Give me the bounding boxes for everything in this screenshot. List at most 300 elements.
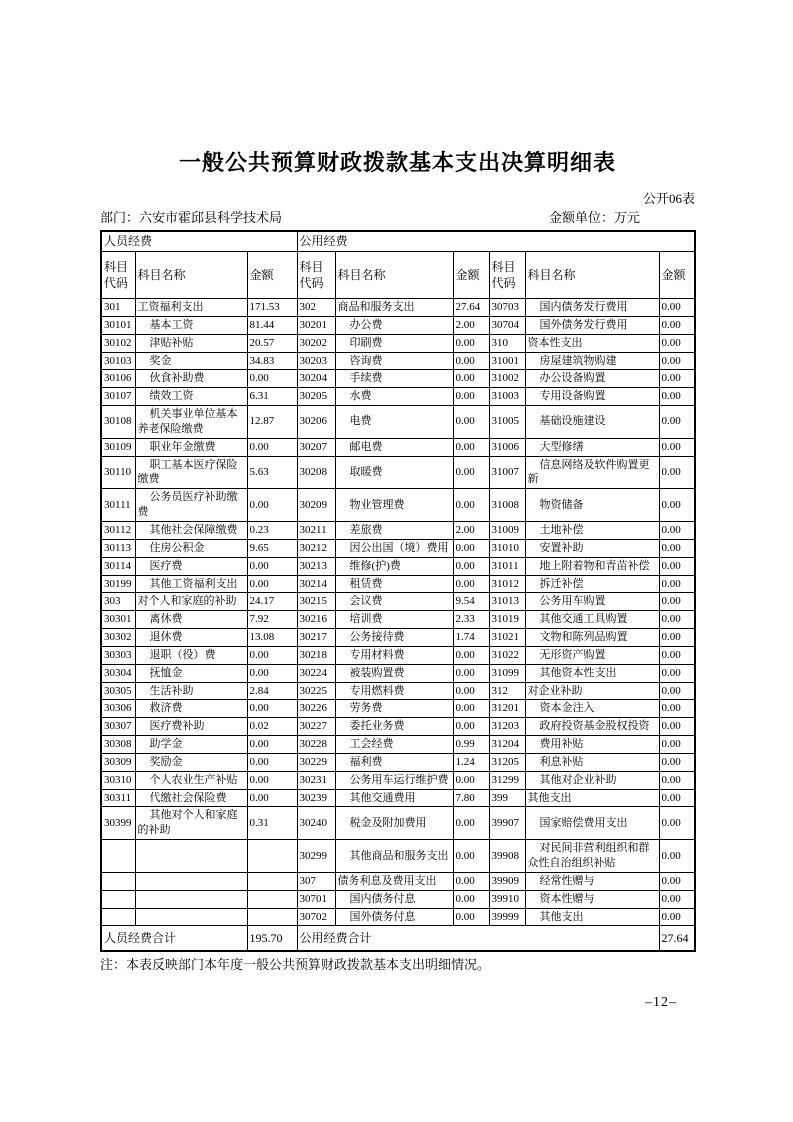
amount-cell: 12.87: [247, 406, 297, 439]
subject-name-cell: 国外债务付息: [335, 908, 453, 926]
table-row: [101, 521, 695, 539]
subject-name-cell: 离休费: [135, 611, 247, 629]
subject-name-cell: [135, 908, 247, 926]
subject-code-cell: 30206: [297, 406, 335, 439]
subject-code-cell: 30112: [101, 521, 135, 539]
amount-cell: [247, 908, 297, 926]
subject-code-cell: 30303: [101, 646, 135, 664]
amount-cell: 0.00: [659, 438, 695, 456]
amount-cell: 9.65: [247, 539, 297, 557]
amount-cell: 0.00: [453, 718, 489, 736]
subject-name-cell: 对企业补助: [525, 682, 659, 700]
amount-cell: 0.00: [659, 352, 695, 370]
subject-code-cell: 39907: [489, 807, 525, 840]
subject-name-cell: 个人农业生产补贴: [135, 771, 247, 789]
table-body: [101, 299, 695, 926]
subject-code-cell: 31204: [489, 736, 525, 754]
form-number-label: 公开06表: [642, 191, 695, 206]
subject-name-cell: 福利费: [335, 753, 453, 771]
amount-cell: 0.00: [659, 489, 695, 522]
subject-name-cell: 其他交通费用: [335, 789, 453, 807]
subject-code-cell: 399: [489, 789, 525, 807]
subject-code-cell: 30209: [297, 489, 335, 522]
subject-name-cell: 邮电费: [335, 438, 453, 456]
subject-name-cell: 无形资产购置: [525, 646, 659, 664]
subject-code-cell: 30229: [297, 753, 335, 771]
subject-name-cell: 物业管理费: [335, 489, 453, 522]
amount-cell: 0.00: [453, 646, 489, 664]
subject-code-cell: [101, 890, 135, 908]
amount-cell: 0.00: [659, 456, 695, 489]
subject-code-cell: 39999: [489, 908, 525, 926]
subject-name-cell: 安置补助: [525, 539, 659, 557]
amount-cell: 0.00: [453, 700, 489, 718]
amount-cell: 0.00: [659, 316, 695, 334]
subject-code-cell: 39909: [489, 872, 525, 890]
column-header-subject-code-2: 科目代码: [297, 252, 335, 299]
subject-name-cell: 差旅费: [335, 521, 453, 539]
subject-name-cell: 专用燃料费: [335, 682, 453, 700]
amount-cell: [247, 872, 297, 890]
subject-name-cell: 费用补贴: [525, 736, 659, 754]
amount-cell: 0.23: [247, 521, 297, 539]
subject-name-cell: 生活补助: [135, 682, 247, 700]
subject-code-cell: 30231: [297, 771, 335, 789]
subject-name-cell: 住房公积金: [135, 539, 247, 557]
table-row: [101, 908, 695, 926]
amount-cell: 0.00: [247, 700, 297, 718]
amount-cell: 0.00: [659, 771, 695, 789]
column-header-subject-code-3: 科目代码: [489, 252, 525, 299]
table-row: [101, 299, 695, 317]
subject-code-cell: 30301: [101, 611, 135, 629]
amount-cell: 0.00: [659, 872, 695, 890]
subject-code-cell: 30101: [101, 316, 135, 334]
subject-code-cell: 30218: [297, 646, 335, 664]
amount-cell: 0.00: [659, 370, 695, 388]
amount-cell: 6.31: [247, 388, 297, 406]
amount-cell: 0.00: [453, 388, 489, 406]
subject-code-cell: 30107: [101, 388, 135, 406]
subject-code-cell: 31299: [489, 771, 525, 789]
table-row: [101, 388, 695, 406]
table-row: [101, 575, 695, 593]
amount-cell: 2.00: [453, 316, 489, 334]
amount-cell: 0.00: [453, 682, 489, 700]
amount-cell: 2.00: [453, 521, 489, 539]
amount-cell: 0.00: [659, 890, 695, 908]
amount-cell: 0.00: [453, 890, 489, 908]
subject-name-cell: 助学金: [135, 736, 247, 754]
group-header-row: [101, 231, 695, 252]
subject-name-cell: 其他资本性支出: [525, 664, 659, 682]
subject-name-cell: 劳务费: [335, 700, 453, 718]
subject-code-cell: 30114: [101, 557, 135, 575]
subject-code-cell: 310: [489, 334, 525, 352]
amount-cell: 0.00: [247, 557, 297, 575]
table-row: [101, 456, 695, 489]
subject-name-cell: 咨询费: [335, 352, 453, 370]
subject-name-cell: 电费: [335, 406, 453, 439]
subject-code-cell: 30306: [101, 700, 135, 718]
subject-name-cell: 其他交通工具购置: [525, 611, 659, 629]
subject-name-cell: 拆迁补偿: [525, 575, 659, 593]
amount-cell: 0.00: [453, 438, 489, 456]
table-row: [101, 539, 695, 557]
amount-cell: 0.00: [659, 557, 695, 575]
subject-code-cell: [101, 908, 135, 926]
table-row: [101, 316, 695, 334]
subject-name-cell: 医疗费补助: [135, 718, 247, 736]
subject-code-cell: 30399: [101, 807, 135, 840]
amount-cell: 0.00: [453, 908, 489, 926]
amount-cell: 0.00: [659, 334, 695, 352]
amount-cell: 0.02: [247, 718, 297, 736]
subject-name-cell: 信息网络及软件购置更新: [525, 456, 659, 489]
subject-code-cell: 39908: [489, 840, 525, 873]
subject-code-cell: 303: [101, 593, 135, 611]
subject-code-cell: 30228: [297, 736, 335, 754]
amount-cell: 0.00: [659, 753, 695, 771]
subject-code-cell: 30217: [297, 629, 335, 647]
subject-name-cell: 会议费: [335, 593, 453, 611]
subject-code-cell: 30203: [297, 352, 335, 370]
amount-cell: 1.24: [453, 753, 489, 771]
table-row: [101, 557, 695, 575]
amount-cell: 0.00: [247, 438, 297, 456]
subject-name-cell: 房屋建筑物购建: [525, 352, 659, 370]
amount-cell: 0.00: [659, 406, 695, 439]
subject-name-cell: 国内债务发行费用: [525, 299, 659, 317]
amount-cell: 0.00: [453, 557, 489, 575]
amount-cell: 0.00: [453, 489, 489, 522]
subject-code-cell: 30308: [101, 736, 135, 754]
subject-code-cell: 30211: [297, 521, 335, 539]
subject-name-cell: 取暖费: [335, 456, 453, 489]
amount-cell: 0.00: [453, 575, 489, 593]
subject-code-cell: 30108: [101, 406, 135, 439]
amount-cell: 0.00: [453, 840, 489, 873]
amount-cell: 0.00: [659, 789, 695, 807]
subject-code-cell: 30110: [101, 456, 135, 489]
subject-code-cell: 30239: [297, 789, 335, 807]
subject-code-cell: 31012: [489, 575, 525, 593]
amount-cell: 0.00: [659, 388, 695, 406]
column-header-amount-3: 金额: [659, 252, 695, 299]
amount-cell: 0.00: [659, 840, 695, 873]
subject-name-cell: 对个人和家庭的补助: [135, 593, 247, 611]
subject-code-cell: 30310: [101, 771, 135, 789]
subject-name-cell: 大型修缮: [525, 438, 659, 456]
subject-code-cell: 30307: [101, 718, 135, 736]
subject-name-cell: 伙食补助费: [135, 370, 247, 388]
subject-name-cell: 资本金注入: [525, 700, 659, 718]
subject-name-cell: 医疗费: [135, 557, 247, 575]
subject-code-cell: 31001: [489, 352, 525, 370]
amount-cell: 0.00: [659, 682, 695, 700]
amount-cell: 0.00: [247, 575, 297, 593]
subject-name-cell: 救济费: [135, 700, 247, 718]
subject-name-cell: 办公设备购置: [525, 370, 659, 388]
subject-code-cell: 30202: [297, 334, 335, 352]
subject-name-cell: 其他社会保障缴费: [135, 521, 247, 539]
amount-cell: 24.17: [247, 593, 297, 611]
subject-code-cell: 30215: [297, 593, 335, 611]
table-row: [101, 406, 695, 439]
subject-code-cell: 301: [101, 299, 135, 317]
subject-name-cell: 对民间非营利组织和群众性自治组织补贴: [525, 840, 659, 873]
subject-name-cell: 手续费: [335, 370, 453, 388]
subject-code-cell: 30103: [101, 352, 135, 370]
subject-code-cell: 31201: [489, 700, 525, 718]
amount-cell: 0.00: [453, 352, 489, 370]
amount-cell: 0.00: [659, 700, 695, 718]
amount-cell: 20.57: [247, 334, 297, 352]
subject-code-cell: 30302: [101, 629, 135, 647]
public-total-value: 27.64: [659, 926, 695, 952]
subject-name-cell: 土地补偿: [525, 521, 659, 539]
amount-cell: 171.53: [247, 299, 297, 317]
subject-name-cell: 基础设施建设: [525, 406, 659, 439]
page-number: –12–: [645, 995, 677, 1010]
amount-cell: 27.64: [453, 299, 489, 317]
amount-cell: 0.00: [659, 629, 695, 647]
amount-cell: 0.00: [659, 807, 695, 840]
subject-name-cell: 被装购置费: [335, 664, 453, 682]
table-row: [101, 682, 695, 700]
subject-name-cell: 专用设备购置: [525, 388, 659, 406]
subject-name-cell: 其他支出: [525, 908, 659, 926]
amount-cell: 0.00: [659, 593, 695, 611]
amount-cell: 0.00: [659, 646, 695, 664]
amount-cell: 0.00: [659, 299, 695, 317]
subject-code-cell: 30304: [101, 664, 135, 682]
table-row: [101, 789, 695, 807]
amount-cell: 0.00: [659, 521, 695, 539]
subject-code-cell: 31006: [489, 438, 525, 456]
subject-name-cell: 税金及附加费用: [335, 807, 453, 840]
subject-name-cell: 工资福利支出: [135, 299, 247, 317]
amount-cell: 34.83: [247, 352, 297, 370]
subject-name-cell: 资本性赠与: [525, 890, 659, 908]
subject-name-cell: 公务用车运行维护费: [335, 771, 453, 789]
subject-code-cell: 30205: [297, 388, 335, 406]
subject-code-cell: 31008: [489, 489, 525, 522]
table-row: [101, 718, 695, 736]
subject-name-cell: 资本性支出: [525, 334, 659, 352]
table-row: [101, 700, 695, 718]
subject-name-cell: 政府投资基金股权投资: [525, 718, 659, 736]
subject-name-cell: 地上附着物和青苗补偿: [525, 557, 659, 575]
subject-code-cell: 30225: [297, 682, 335, 700]
amount-cell: 0.00: [247, 664, 297, 682]
department-label: 部门：六安市霍邱县科学技术局: [100, 210, 283, 225]
subject-name-cell: 因公出国（境）费用: [335, 539, 453, 557]
amount-cell: 0.00: [659, 736, 695, 754]
amount-cell: 0.00: [659, 611, 695, 629]
column-header-subject-name-3: 科目名称: [525, 252, 659, 299]
budget-table: [100, 230, 696, 952]
amount-cell: 1.74: [453, 629, 489, 647]
subject-name-cell: [135, 872, 247, 890]
amount-cell: 0.00: [453, 539, 489, 557]
subject-name-cell: 抚恤金: [135, 664, 247, 682]
subject-name-cell: 办公费: [335, 316, 453, 334]
table-row: [101, 593, 695, 611]
amount-cell: [247, 840, 297, 873]
subject-code-cell: 30216: [297, 611, 335, 629]
amount-cell: 0.00: [247, 646, 297, 664]
subject-code-cell: 31002: [489, 370, 525, 388]
subject-name-cell: [135, 890, 247, 908]
column-header-subject-name-1: 科目名称: [135, 252, 247, 299]
subject-code-cell: 30204: [297, 370, 335, 388]
subject-code-cell: 30102: [101, 334, 135, 352]
amount-cell: 0.00: [247, 370, 297, 388]
subject-code-cell: 307: [297, 872, 335, 890]
subject-name-cell: 债务利息及费用支出: [335, 872, 453, 890]
amount-cell: 0.00: [453, 807, 489, 840]
subject-name-cell: 维修(护)费: [335, 557, 453, 575]
subject-name-cell: 公务员医疗补助缴费: [135, 489, 247, 522]
subject-code-cell: 31019: [489, 611, 525, 629]
subject-code-cell: 30224: [297, 664, 335, 682]
subject-code-cell: 30702: [297, 908, 335, 926]
subject-name-cell: 利息补贴: [525, 753, 659, 771]
subject-code-cell: 30106: [101, 370, 135, 388]
table-row: [101, 807, 695, 840]
subject-code-cell: 31005: [489, 406, 525, 439]
personnel-total-value: 195.70: [247, 926, 297, 952]
table-row: [101, 334, 695, 352]
subject-name-cell: 职业年金缴费: [135, 438, 247, 456]
subject-code-cell: 31022: [489, 646, 525, 664]
subject-code-cell: 30305: [101, 682, 135, 700]
subject-code-cell: 30701: [297, 890, 335, 908]
subject-code-cell: 31010: [489, 539, 525, 557]
amount-cell: 0.00: [453, 771, 489, 789]
subject-name-cell: 印刷费: [335, 334, 453, 352]
column-header-subject-name-2: 科目名称: [335, 252, 453, 299]
personnel-funds-group-header: 人员经费: [101, 231, 297, 252]
amount-cell: 5.63: [247, 456, 297, 489]
amount-cell: 0.00: [247, 736, 297, 754]
table-row: [101, 890, 695, 908]
table-row: [101, 872, 695, 890]
subject-name-cell: 其他对企业补助: [525, 771, 659, 789]
public-total-label: 公用经费合计: [297, 926, 659, 952]
subject-name-cell: 机关事业单位基本养老保险缴费: [135, 406, 247, 439]
subject-code-cell: 30703: [489, 299, 525, 317]
subject-code-cell: 30226: [297, 700, 335, 718]
subject-code-cell: 30213: [297, 557, 335, 575]
subject-name-cell: 工会经费: [335, 736, 453, 754]
subject-name-cell: 商品和服务支出: [335, 299, 453, 317]
table-row: [101, 438, 695, 456]
subject-code-cell: [101, 872, 135, 890]
amount-cell: 0.00: [247, 771, 297, 789]
subject-code-cell: 30199: [101, 575, 135, 593]
amount-cell: 0.00: [247, 753, 297, 771]
amount-cell: 0.00: [659, 575, 695, 593]
subject-name-cell: 基本工资: [135, 316, 247, 334]
table-row: [101, 664, 695, 682]
subject-name-cell: 专用材料费: [335, 646, 453, 664]
amount-unit-label: 金额单位：万元: [548, 210, 640, 225]
table-row: [101, 370, 695, 388]
table-row: [101, 736, 695, 754]
column-header-amount-2: 金额: [453, 252, 489, 299]
amount-cell: 0.00: [453, 334, 489, 352]
subject-name-cell: 津贴补贴: [135, 334, 247, 352]
subject-name-cell: 委托业务费: [335, 718, 453, 736]
amount-cell: 0.00: [659, 908, 695, 926]
subject-name-cell: [135, 840, 247, 873]
table-row: [101, 646, 695, 664]
subject-name-cell: 文物和陈列品购置: [525, 629, 659, 647]
amount-cell: 0.99: [453, 736, 489, 754]
table-row: [101, 611, 695, 629]
totals-row: [101, 926, 695, 952]
page-content: [100, 0, 695, 974]
subject-code-cell: 30208: [297, 456, 335, 489]
column-header-subject-code-1: 科目代码: [101, 252, 135, 299]
subject-code-cell: 30227: [297, 718, 335, 736]
subject-code-cell: 30704: [489, 316, 525, 334]
amount-cell: 0.00: [659, 718, 695, 736]
subject-name-cell: 公务接待费: [335, 629, 453, 647]
subject-code-cell: 30113: [101, 539, 135, 557]
subject-code-cell: 31021: [489, 629, 525, 647]
subject-code-cell: 30109: [101, 438, 135, 456]
amount-cell: 0.00: [247, 789, 297, 807]
table-footer: [101, 926, 695, 952]
subject-name-cell: 经常性赠与: [525, 872, 659, 890]
table-row: [101, 753, 695, 771]
subject-name-cell: 水费: [335, 388, 453, 406]
subject-name-cell: 国家赔偿费用支出: [525, 807, 659, 840]
subject-name-cell: 代缴社会保险费: [135, 789, 247, 807]
subject-name-cell: 物资储备: [525, 489, 659, 522]
subject-code-cell: 30207: [297, 438, 335, 456]
table-row: [101, 629, 695, 647]
subject-code-cell: 302: [297, 299, 335, 317]
subject-code-cell: 30309: [101, 753, 135, 771]
subject-name-cell: 绩效工资: [135, 388, 247, 406]
subject-name-cell: 奖励金: [135, 753, 247, 771]
subject-name-cell: 职工基本医疗保险缴费: [135, 456, 247, 489]
amount-cell: 0.00: [453, 456, 489, 489]
amount-cell: 7.80: [453, 789, 489, 807]
subject-code-cell: 39910: [489, 890, 525, 908]
subject-code-cell: 31009: [489, 521, 525, 539]
amount-cell: 0.00: [453, 872, 489, 890]
amount-cell: 9.54: [453, 593, 489, 611]
subject-code-cell: [101, 840, 135, 873]
subject-name-cell: 公务用车购置: [525, 593, 659, 611]
column-header-amount-1: 金额: [247, 252, 297, 299]
subject-name-cell: 租赁费: [335, 575, 453, 593]
subject-name-cell: 其他对个人和家庭的补助: [135, 807, 247, 840]
subject-code-cell: 31013: [489, 593, 525, 611]
amount-cell: 0.00: [453, 370, 489, 388]
subject-code-cell: 31099: [489, 664, 525, 682]
subject-code-cell: 30299: [297, 840, 335, 873]
subject-code-cell: 30240: [297, 807, 335, 840]
subject-name-cell: 培训费: [335, 611, 453, 629]
personnel-total-label: 人员经费合计: [101, 926, 247, 952]
amount-cell: 2.84: [247, 682, 297, 700]
